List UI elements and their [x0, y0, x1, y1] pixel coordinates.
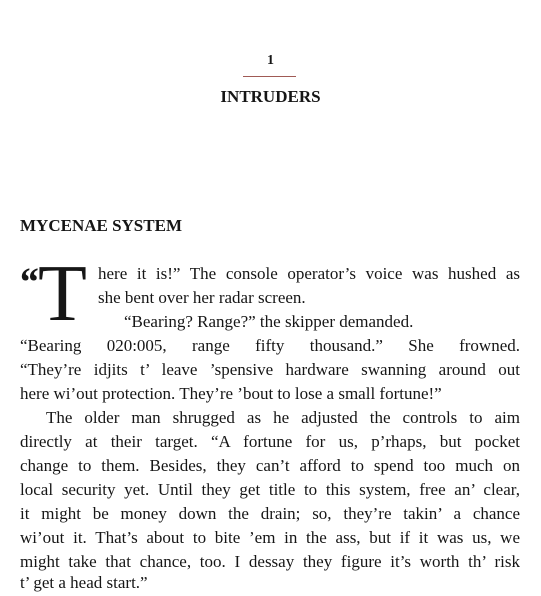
body-line-12: wi’out it. That’s about to bite ’em in the ass, but if it was us, we — [20, 528, 520, 547]
chapter-rule — [243, 76, 296, 77]
body-line-7: The older man shrugged as he adjusted the controls to aim — [46, 408, 520, 427]
body-line-2: she bent over her radar screen. — [98, 288, 306, 307]
dropcap-quote: “ — [18, 259, 38, 304]
body-line-8: directly at their target. “A fortune for us, p’rhaps, but pocket — [20, 432, 520, 451]
body-line-14: t’ get a head start.” — [20, 573, 148, 592]
body-line-4: “Bearing 020:005, range fifty thousand.” She frowned. — [20, 336, 520, 355]
section-heading: MYCENAE SYSTEM — [20, 216, 182, 235]
body-line-5: “They’re idjits t’ leave ’spensive hardware swanning around out — [20, 360, 520, 379]
chapter-title: INTRUDERS — [220, 87, 321, 106]
body-line-6: here wi’out protection. They’re ’bout to lose a small fortune!” — [20, 384, 442, 403]
body-line-11: it might be money down the drain; so, they’re takin’ a chance — [20, 504, 520, 523]
body-line-10: local security yet. Until they get title to this system, free an’ clear, — [20, 480, 520, 499]
body-line-1: here it is!” The console operator’s voice was hushed as — [98, 264, 520, 283]
body-line-9: change to them. Besides, they can’t afford to spend too much on — [20, 456, 520, 475]
body-line-13: might take that chance, too. I dessay they figure it’s worth th’ risk — [20, 552, 520, 571]
dropcap-letter: T — [38, 250, 87, 338]
chapter-number: 1 — [267, 53, 274, 68]
body-line-3: “Bearing? Range?” the skipper demanded. — [124, 312, 414, 331]
